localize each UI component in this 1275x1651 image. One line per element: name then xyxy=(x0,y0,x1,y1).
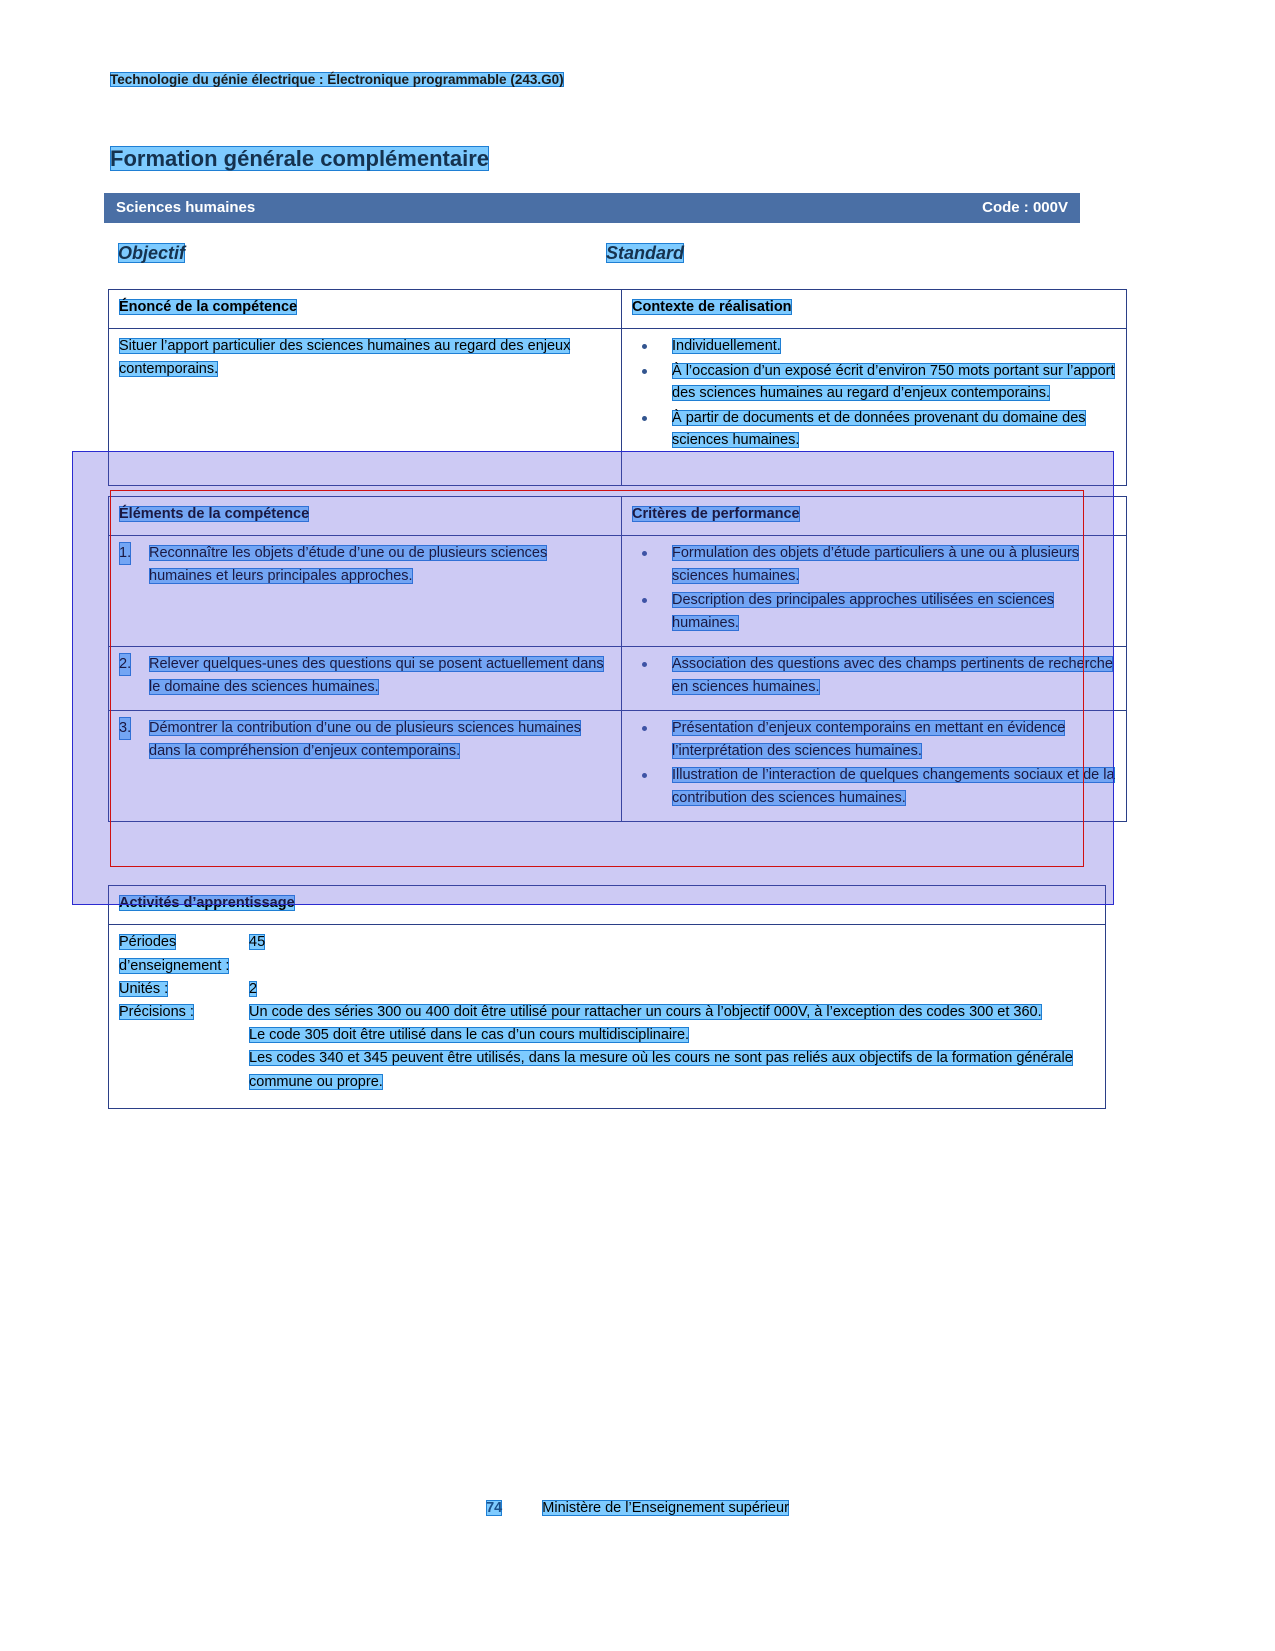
label-unites: Unités : xyxy=(119,980,169,997)
list-item: Présentation d’enjeux contemporains en mettant en évidence l’interprétation des sciences humaines. xyxy=(632,717,1116,762)
cell-header-elements: Éléments de la compétence xyxy=(109,497,622,536)
precision-item: Un code des séries 300 ou 400 doit être utilisé pour rattacher un cours à l’objectif 000V, à l’exception des codes 300 et 360. xyxy=(249,1004,1042,1021)
table-row xyxy=(109,497,1127,536)
contexte-list xyxy=(632,335,1116,451)
list-item: Individuellement. xyxy=(632,335,1116,357)
cell-criteres-2 xyxy=(622,647,1127,711)
element-text: Démontrer la contribution d’une ou de plusieurs sciences humaines dans la compréhension d’enjeux contemporains. xyxy=(149,720,582,759)
cell-criteres-3 xyxy=(622,711,1127,822)
element-number: 1. xyxy=(119,542,131,564)
table-row xyxy=(109,711,1127,822)
table-row xyxy=(109,290,1127,329)
cell-criteres-1 xyxy=(622,536,1127,647)
heading-standard: Standard xyxy=(606,243,685,263)
discipline-name: Sciences humaines xyxy=(116,199,256,216)
cell-contexte xyxy=(622,329,1127,486)
value-unites: 2 xyxy=(249,980,258,997)
precision-item: Les codes 340 et 345 peuvent être utilisés, dans la mesure où les cours ne sont pas reliés aux objectifs de la formation générale commune ou propre. xyxy=(249,1050,1073,1090)
cell-header-criteres: Critères de performance xyxy=(622,497,1127,536)
label-periodes: Périodes d’enseignement : xyxy=(119,934,230,974)
row-periodes xyxy=(119,931,1095,977)
row-unites xyxy=(119,978,1095,1001)
heading-objectif: Objectif xyxy=(118,243,186,263)
cell-element-3 xyxy=(109,711,622,822)
objectif-table xyxy=(108,289,1127,486)
row-precisions xyxy=(119,1001,1095,1094)
list-item: Description des principales approches utilisées en sciences humaines. xyxy=(632,589,1116,634)
element-list-3 xyxy=(119,717,611,762)
cell-header-activites: Activités d’apprentissage xyxy=(109,886,1106,925)
table-row xyxy=(109,886,1106,925)
page-number: 74 xyxy=(486,1500,503,1516)
criteres-list-2 xyxy=(632,653,1116,698)
ministry-name: Ministère de l’Enseignement supérieur xyxy=(542,1500,789,1516)
cell-activites-body xyxy=(109,925,1106,1108)
page-title xyxy=(110,146,489,172)
page-title-text: Formation générale complémentaire xyxy=(110,146,489,171)
element-text: Reconnaître les objets d’étude d’une ou de plusieurs sciences humaines et leurs principales approches. xyxy=(149,545,548,584)
element-text: Relever quelques-unes des questions qui se posent actuellement dans le domaine des sciences humaines. xyxy=(149,656,604,695)
precision-item: Le code 305 doit être utilisé dans le cas d’un cours multidisciplinaire. xyxy=(249,1027,690,1044)
discipline-code: Code : 000V xyxy=(982,199,1068,216)
cell-header-contexte: Contexte de réalisation xyxy=(622,290,1127,329)
list-item: À l’occasion d’un exposé écrit d’environ 750 mots portant sur l’apport des sciences humaines au regard d’enjeux contemporains. xyxy=(632,360,1116,405)
element-list-2 xyxy=(119,653,611,698)
list-item xyxy=(119,653,611,698)
element-number: 2. xyxy=(119,653,131,675)
table-row xyxy=(109,647,1127,711)
table-row xyxy=(109,925,1106,1108)
list-item: Illustration de l’interaction de quelques changements sociaux et de la contribution des sciences humaines. xyxy=(632,764,1116,809)
value-precisions xyxy=(249,1001,1095,1094)
list-item: Formulation des objets d’étude particuliers à une ou à plusieurs sciences humaines. xyxy=(632,542,1116,587)
list-item xyxy=(119,717,611,762)
column-headings xyxy=(110,243,1086,267)
value-periodes: 45 xyxy=(249,934,266,951)
elements-table xyxy=(108,496,1127,822)
cell-element-1 xyxy=(109,536,622,647)
list-item xyxy=(119,542,611,587)
page-footer xyxy=(0,1500,1275,1516)
cell-element-2 xyxy=(109,647,622,711)
list-item: Association des questions avec des champs pertinents de recherche en sciences humaines. xyxy=(632,653,1116,698)
label-precisions: Précisions : xyxy=(119,1004,194,1021)
element-list-1 xyxy=(119,542,611,587)
cell-header-competence: Énoncé de la compétence xyxy=(109,290,622,329)
activites-table xyxy=(108,885,1106,1109)
list-item: À partir de documents et de données provenant du domaine des sciences humaines. xyxy=(632,407,1116,452)
criteres-list-3 xyxy=(632,717,1116,809)
element-number: 3. xyxy=(119,717,131,739)
discipline-band xyxy=(104,193,1080,223)
program-header-text: Technologie du génie électrique : Électronique programmable (243.G0) xyxy=(110,72,564,87)
criteres-list-1 xyxy=(632,542,1116,634)
table-row xyxy=(109,329,1127,486)
program-header xyxy=(110,72,564,87)
table-row xyxy=(109,536,1127,647)
cell-competence: Situer l’apport particulier des sciences humaines au regard des enjeux contemporains. xyxy=(109,329,622,486)
